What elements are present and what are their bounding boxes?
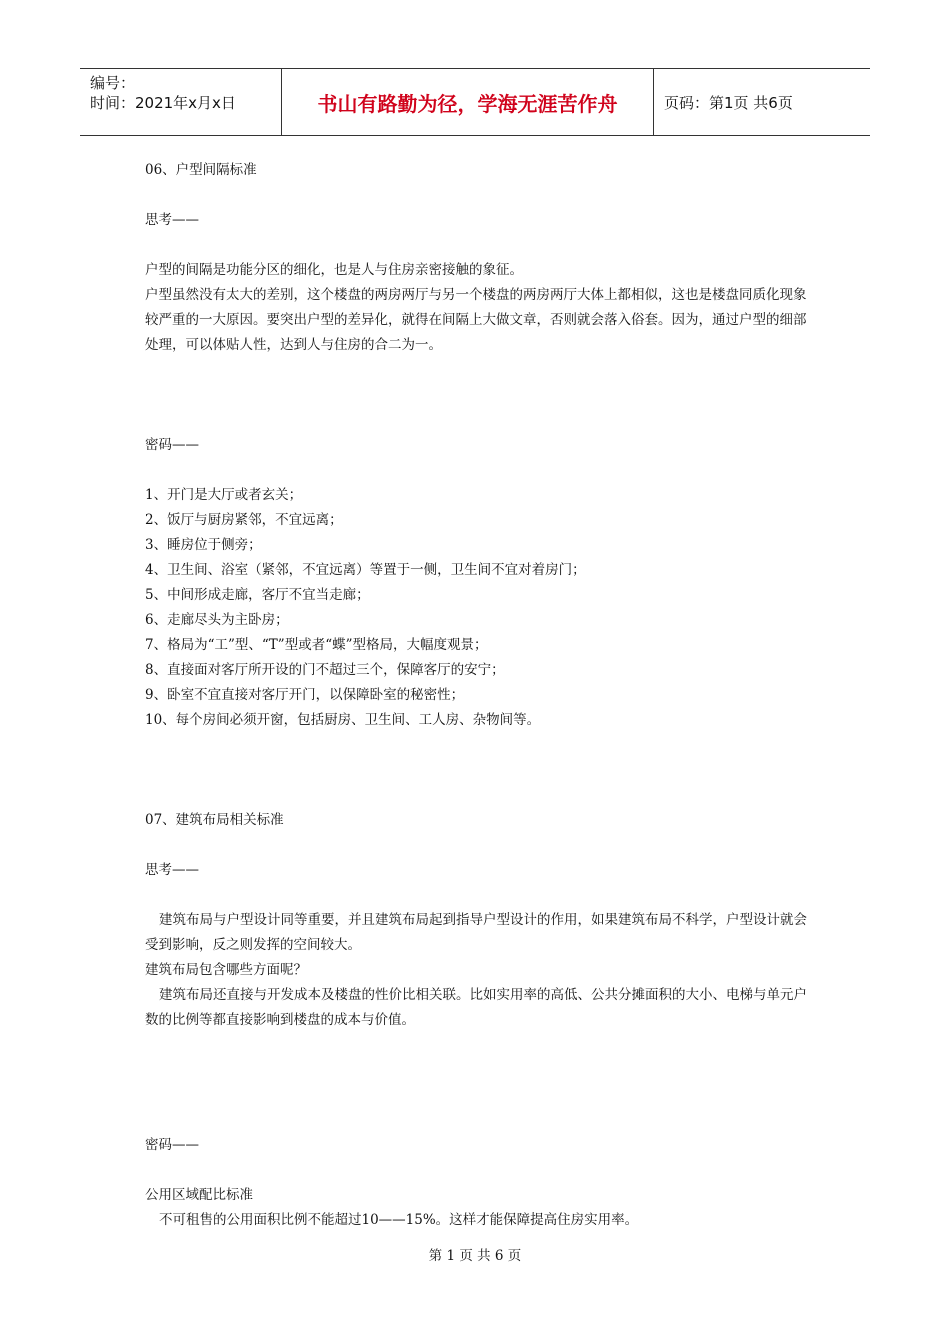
section-07-code-label: 密码—— xyxy=(145,1137,199,1153)
header-motto: 书山有路勤为径，学海无涯苦作舟 xyxy=(282,69,654,135)
list-item: 3、睡房位于侧旁； xyxy=(145,537,262,553)
section-07-think-label: 思考—— xyxy=(145,862,199,878)
page-header xyxy=(80,68,870,136)
list-item: 4、卫生间、浴室（紧邻，不宜远离）等置于一侧，卫生间不宜对着房门； xyxy=(145,562,586,578)
section-07-paragraph: 建筑布局还直接与开发成本及楼盘的性价比相关联。比如实用率的高低、公共分摊面积的大小、电梯与单元户数的比例等都直接影响到楼盘的成本与价值。 xyxy=(145,987,807,1028)
section-06-code-label: 密码—— xyxy=(145,437,199,453)
section-07-paragraph: 建筑布局与户型设计同等重要，并且建筑布局起到指导户型设计的作用，如果建筑布局不科学，户型设计就会受到影响，反之则发挥的空间较大。 xyxy=(145,912,807,953)
document-body xyxy=(145,158,810,1233)
section-06-paragraph: 户型虽然没有太大的差别，这个楼盘的两房两厅与另一个楼盘的两房两厅大体上都相似，这也是楼盘同质化现象较严重的一大原因。要突出户型的差异化，就得在间隔上大做文章，否则就会落入俗套。因为，通过户型的细部处理，可以体贴人性，达到人与住房的合二为一。 xyxy=(145,287,807,353)
section-06-title: 06、户型间隔标准 xyxy=(145,162,257,178)
section-07-subtitle: 公用区域配比标准 xyxy=(145,1187,253,1203)
list-item: 5、中间形成走廊，客厅不宜当走廊； xyxy=(145,587,370,603)
list-item: 2、饭厅与厨房紧邻，不宜远离； xyxy=(145,512,343,528)
list-item: 6、走廊尽头为主卧房； xyxy=(145,612,289,628)
header-page-info: 页码：第1页 共6页 xyxy=(664,93,793,112)
section-07-paragraph: 不可租售的公用面积比例不能超过10——15%。这样才能保障提高住房实用率。 xyxy=(159,1212,639,1228)
list-item: 1、开门是大厅或者玄关； xyxy=(145,487,303,503)
number-label: 编号： xyxy=(90,74,136,92)
header-meta xyxy=(80,69,282,135)
section-06-paragraph: 户型的间隔是功能分区的细化，也是人与住房亲密接触的象征。 xyxy=(145,262,523,278)
list-item: 10、每个房间必须开窗，包括厨房、卫生间、工人房、杂物间等。 xyxy=(145,712,541,728)
date-label: 时间：2021年x月x日 xyxy=(90,94,236,112)
list-item: 8、直接面对客厅所开设的门不超过三个，保障客厅的安宁； xyxy=(145,662,505,678)
section-07-title: 07、建筑布局相关标准 xyxy=(145,812,284,828)
page-footer: 第 1 页 共 6 页 xyxy=(428,1248,522,1264)
section-06-think-label: 思考—— xyxy=(145,212,199,228)
list-item: 7、格局为“工”型、“T”型或者“蝶”型格局，大幅度观景； xyxy=(145,637,488,653)
section-07-question: 建筑布局包含哪些方面呢？ xyxy=(145,962,307,978)
list-item: 9、卧室不宜直接对客厅开门，以保障卧室的秘密性； xyxy=(145,687,465,703)
